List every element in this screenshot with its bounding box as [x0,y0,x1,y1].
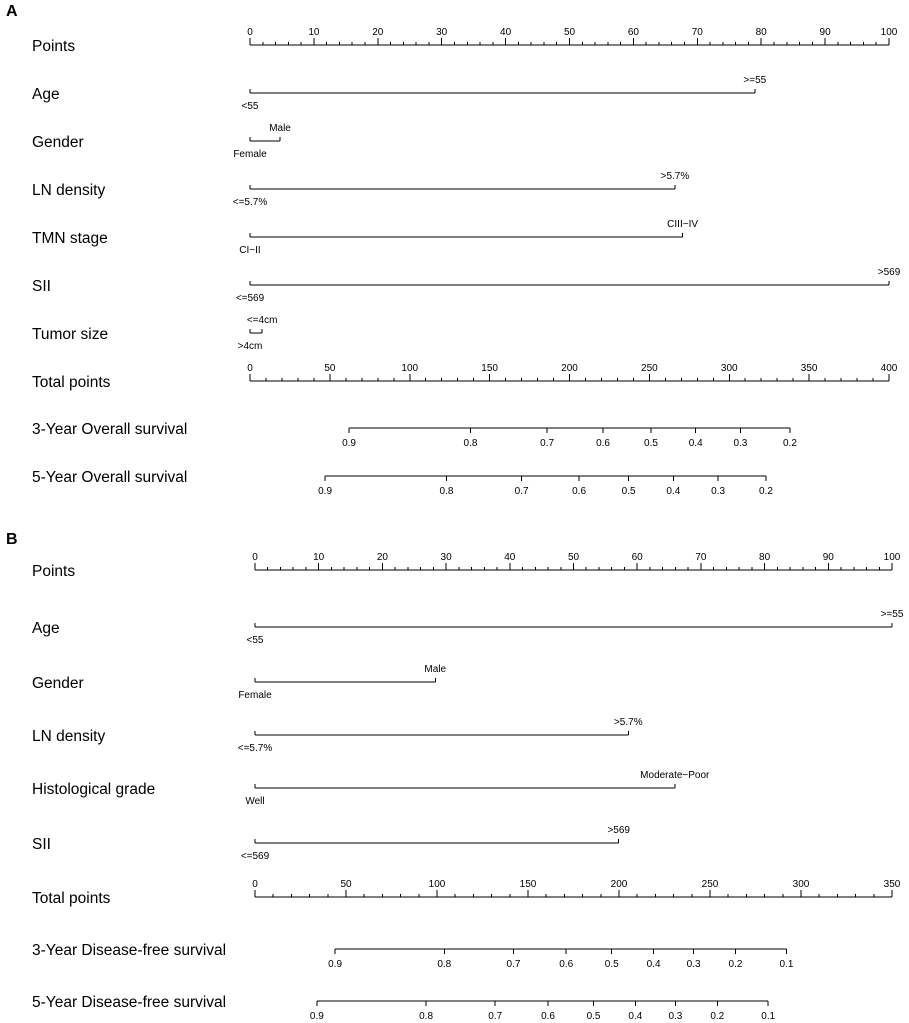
level-label: <=4cm [246,315,278,326]
prob-tick-label: 0.8 [439,486,454,497]
prob-tick-label: 0.8 [437,959,452,970]
level-label: Female [238,690,272,701]
level-label: >5.7% [660,171,690,182]
prob-tick-label: 0.6 [541,1011,555,1022]
row-points [32,27,898,55]
tick-label: 40 [500,27,512,38]
row-label: Histological grade [32,781,156,798]
tick-label: 350 [800,363,818,374]
tick-label: 20 [376,552,388,563]
row-total-points [32,363,898,391]
row-sii [32,825,630,862]
tick-label: 250 [701,879,719,890]
level-label: CIII−IV [667,219,699,230]
row-gender [32,123,291,160]
prob-tick-label: 0.4 [646,959,661,970]
row-label: 5-Year Overall survival [32,469,188,486]
tick-label: 20 [372,27,384,38]
tick-label: 90 [819,27,831,38]
prob-tick-label: 0.4 [666,486,681,497]
level-label: >5.7% [613,717,643,728]
row-label: Age [32,620,60,637]
row-label: LN density [32,728,106,745]
prob-tick-label: 0.2 [759,486,773,497]
row-label: Gender [32,134,84,151]
row-label: Age [32,86,60,103]
row-label: 3-Year Overall survival [32,421,188,438]
prob-tick-label: 0.7 [514,486,529,497]
tick-label: 30 [436,27,448,38]
tick-label: 50 [567,552,580,563]
row-label: Points [32,563,76,580]
tick-label: 70 [695,552,707,563]
prob-tick-label: 0.3 [733,438,748,449]
tick-label: 150 [519,879,537,890]
level-label: <=569 [235,293,265,304]
tick-label: 400 [880,363,898,374]
panel-letter: B [6,531,18,548]
tick-label: 0 [247,27,253,38]
tick-label: 30 [440,552,452,563]
prob-tick-label: 0.7 [540,438,555,449]
row-label: SII [32,278,51,295]
row-5-year-disease-free-survival [32,994,776,1022]
tick-label: 100 [428,879,446,890]
panel-a [6,3,901,497]
tick-label: 0 [252,552,258,563]
tick-label: 70 [691,27,703,38]
level-label: CI−II [239,245,261,256]
row-age [32,609,904,646]
row-label: SII [32,836,51,853]
row-label: Gender [32,675,84,692]
tick-label: 10 [308,27,320,38]
prob-tick-label: 0.5 [586,1011,601,1022]
prob-tick-label: 0.2 [710,1011,725,1022]
tick-label: 100 [401,363,419,374]
level-label: Moderate−Poor [640,770,710,781]
level-label: <=569 [240,851,270,862]
row-histological-grade [32,770,710,807]
prob-tick-label: 0.5 [621,486,636,497]
prob-tick-label: 0.8 [463,438,478,449]
level-label: >569 [607,825,630,836]
level-label: Well [245,796,265,807]
level-label: <55 [241,101,259,112]
tick-label: 300 [792,879,810,890]
row-label: Total points [32,890,111,907]
level-label: <55 [246,635,264,646]
prob-tick-label: 0.5 [644,438,658,449]
level-label: Male [269,123,291,134]
panel-b [6,531,904,1022]
prob-tick-label: 0.9 [318,486,333,497]
row-ln-density [32,717,643,754]
tick-label: 50 [563,27,576,38]
tick-label: 80 [755,27,767,38]
tick-label: 200 [610,879,628,890]
prob-tick-label: 0.6 [572,486,587,497]
row-age [32,75,767,112]
prob-tick-label: 0.4 [628,1011,643,1022]
row-label: 5-Year Disease-free survival [32,994,227,1011]
row-5-year-overall-survival [32,469,773,497]
tick-label: 250 [641,363,658,374]
row-label: TMN stage [32,230,108,247]
level-label: >569 [877,267,901,278]
level-label: >=55 [880,609,904,620]
prob-tick-label: 0.2 [783,438,797,449]
prob-tick-label: 0.7 [488,1011,503,1022]
tick-label: 100 [880,27,898,38]
prob-tick-label: 0.2 [728,959,743,970]
tick-label: 100 [883,552,901,563]
tick-label: 0 [252,879,258,890]
row-tumor-size [32,315,277,352]
prob-tick-label: 0.5 [604,959,619,970]
prob-tick-label: 0.1 [761,1011,776,1022]
level-label: <=5.7% [232,197,268,208]
row-points [32,552,901,580]
row-ln-density [32,171,689,208]
tick-label: 10 [313,552,325,563]
tick-label: 200 [561,363,578,374]
level-label: >4cm [237,341,263,352]
row-tmn-stage [32,219,698,256]
prob-tick-label: 0.1 [779,959,794,970]
tick-label: 50 [340,879,352,890]
row-label: 3-Year Disease-free survival [32,942,227,959]
prob-tick-label: 0.6 [596,438,611,449]
prob-tick-label: 0.9 [342,438,356,449]
prob-tick-label: 0.8 [419,1011,434,1022]
row-label: Tumor size [32,326,109,343]
row-label: Total points [32,374,111,391]
prob-tick-label: 0.3 [711,486,726,497]
level-label: Male [424,664,447,675]
row-label: Points [32,38,76,55]
tick-label: 350 [883,879,901,890]
prob-tick-label: 0.3 [686,959,701,970]
tick-label: 150 [481,363,498,374]
row-total-points [32,879,901,907]
tick-label: 60 [627,27,639,38]
prob-tick-label: 0.4 [688,438,703,449]
row-label: LN density [32,182,106,199]
row-sii [32,267,901,304]
level-label: >=55 [743,75,767,86]
tick-label: 0 [247,363,253,374]
panel-letter: A [6,3,18,20]
prob-tick-label: 0.7 [506,959,521,970]
tick-label: 40 [504,552,516,563]
tick-label: 300 [720,363,738,374]
prob-tick-label: 0.9 [309,1011,324,1022]
prob-tick-label: 0.6 [559,959,574,970]
prob-tick-label: 0.9 [328,959,343,970]
level-label: <=5.7% [237,743,273,754]
level-label: Female [233,149,267,160]
tick-label: 80 [759,552,771,563]
row-3-year-disease-free-survival [32,942,794,970]
tick-label: 60 [631,552,643,563]
prob-tick-label: 0.3 [668,1011,683,1022]
tick-label: 90 [822,552,834,563]
row-3-year-overall-survival [32,421,797,449]
row-gender [32,664,447,701]
tick-label: 50 [324,363,336,374]
